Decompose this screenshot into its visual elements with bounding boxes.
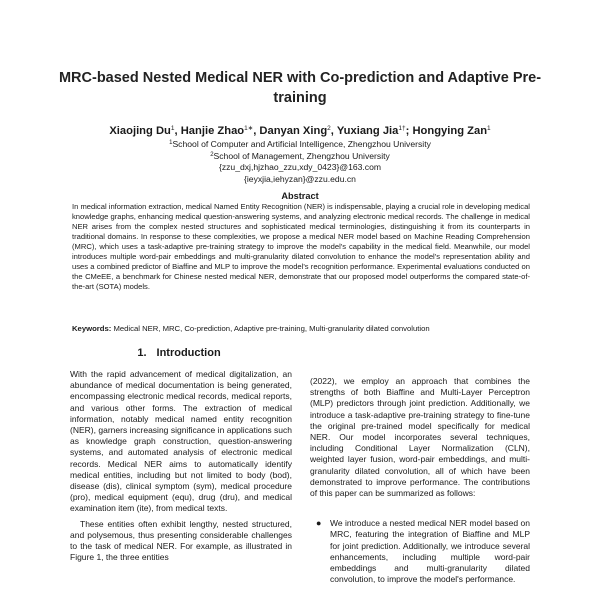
author-name: Yuxiang Jia bbox=[336, 125, 399, 137]
right-column bbox=[310, 376, 530, 499]
keywords-label: Keywords: bbox=[72, 324, 112, 333]
email-line: {zzu_dxj,hjzhao_zzu,xdy_0423}@163.com bbox=[218, 162, 382, 173]
author-name: Hongying Zan bbox=[412, 125, 488, 137]
section-title: Introduction bbox=[156, 347, 221, 359]
paper-title: MRC-based Nested Medical NER with Co-prediction and Adaptive Pre-training bbox=[58, 70, 542, 106]
keywords-text: Medical NER, MRC, Co-prediction, Adaptive pre-training, Multi-granularity dilated convolution bbox=[113, 324, 430, 333]
author-mark: 1 bbox=[170, 125, 175, 132]
bullet-icon: ● bbox=[316, 518, 322, 528]
email-line: {ieyxjia,iehyzan}@zzu.edu.cn bbox=[244, 173, 356, 184]
affiliation-text: School of Computer and Artificial Intelligence, Zhengzhou University bbox=[172, 139, 431, 149]
intro-paragraph: With the rapid advancement of medical digitalization, an abundance of medical documentation is being generated, encompassing electronic medical records, medical reports, and various other forms. The extraction of medical information, notably medical named entity recognition (NER), garners increasing significance in applications such as knowledge graph construction, question-answering systems, and automated analysis of electronic medical records. Medical NER aims to automatically identify medical entities, including but not limited to body (bod), disease (dis), clinical symptom (sym), medical procedure (pro), medical equipment (equ), drug (dru), and medical examination item (ite), from medical texts. bbox=[70, 369, 292, 514]
author-list: Xiaojing Du$^1$, Hanjie Zhao$^{1∗}$, Danyan Xing$^2$, Yuxiang Jia$^{1\dagger}$; Hongying Zan$^1$ bbox=[109, 125, 491, 137]
body-paragraph: (2022), we employ an approach that combines the strengths of both Biaffine and Multi-Layer Perceptron (MLP) predictors through joint prediction. Additionally, we introduce a task-adaptive pre-training strategy to fine-tune the original pre-trained model specifically for medical NER. Our model incorporates several techniques, including Conditional Layer Normalization (CLN), weighted layer fusion, word-pair embeddings, and multi-granularity dilated convolution, all of which have been demonstrated to improve performance. The contributions of this paper can be summarized as follows: bbox=[310, 376, 530, 499]
affiliation-mark: 2 bbox=[210, 152, 214, 159]
affiliation-text: School of Management, Zhengzhou University bbox=[213, 151, 390, 162]
section-number: 1. bbox=[137, 347, 147, 359]
affiliation-mark: 1 bbox=[169, 140, 173, 146]
affiliation-line bbox=[20, 138, 580, 150]
author-mark: 1∗ bbox=[244, 125, 254, 132]
affiliations bbox=[20, 138, 580, 185]
contribution-bullet bbox=[316, 518, 530, 586]
section-heading-introduction bbox=[70, 346, 288, 360]
keywords bbox=[72, 324, 530, 334]
author-name: Xiaojing Du bbox=[109, 125, 171, 137]
left-column bbox=[70, 369, 292, 563]
author-name: Hanjie Zhao bbox=[180, 125, 245, 137]
author-mark: 1 bbox=[487, 125, 491, 132]
intro-paragraph: These entities often exhibit lengthy, nested structured, and polysemous, thus presenting considerable challenges to the task of medical NER. For example, as illustrated in Figure 1, the three entities bbox=[70, 518, 292, 563]
abstract-heading: Abstract bbox=[281, 191, 319, 201]
author-mark: 1† bbox=[398, 125, 406, 132]
abstract-body: In medical information extraction, medical Named Entity Recognition (NER) is indispensable, playing a crucial role in developing medical knowledge graphs, enhancing medical question-answering systems, and analyzing electronic medical records. The challenge in medical NER arises from the complex nested structures and sophisticated medical terminologies, distinguishing it from its counterparts in traditional domains. In response to these complexities, we propose a medical NER model based on Machine Reading Comprehension (MRC), which uses a task-adaptive pre-training strategy to improve the model's capability in the medical field. Meanwhile, our model introduces multiple word-pair embeddings and multi-granularity dilated convolution to enhance the model's representation ability and uses a combined predictor of Biaffine and MLP to improve the model's recognition performance. Experimental evaluations conducted on the CMeEE, a benchmark for Chinese nested medical NER, demonstrate that our proposed model outperforms the compared state-of-the-art (SOTA) models. bbox=[72, 202, 530, 292]
affiliation-line bbox=[20, 150, 580, 162]
bullet-text: We introduce a nested medical NER model based on MRC, featuring the integration of Biaffine and MLP for joint prediction. Additionally, we introduce several enhancements, including multiple word-pair embeddings and multi-granularity dilated convolution, to improve the model's performance. bbox=[330, 518, 530, 585]
author-name: Danyan Xing bbox=[259, 125, 328, 137]
author-mark: 2 bbox=[327, 125, 331, 132]
